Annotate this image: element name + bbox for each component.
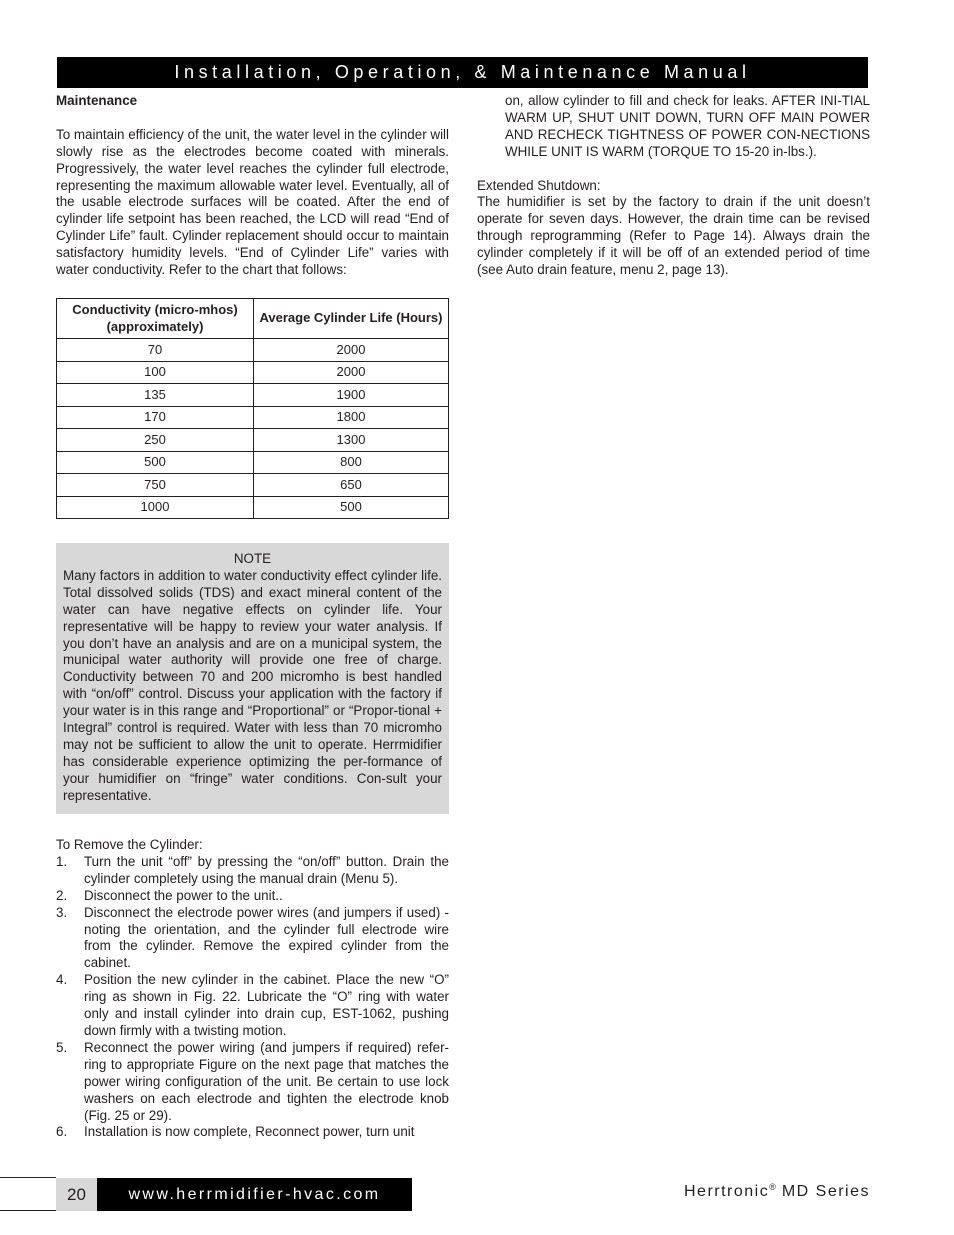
list-item [56,854,449,888]
manual-title-bar: Installation, Operation, & Maintenance Manual [57,57,868,88]
list-item [56,888,449,905]
table-cell: 750 [57,474,254,497]
step-text: Position the new cylinder in the cabinet. Place the new “O” ring as shown in Fig. 22. Lubricate the “O” ring with water only and install cylinder into drain cup, EST-1062, pushing down firmly with a twisting motion. [84,972,449,1038]
step-number: 3. [56,904,68,920]
step-6-continuation: on, allow cylinder to fill and check for leaks. AFTER INI-TIAL WARM UP, SHUT UNIT DOWN, TURN OFF MAIN POWER AND RECHECK TIGHTNESS OF POWER CON-NECTIONS WHILE UNIT IS WARM (TORQUE TO 15-20 in-lbs.). [505,93,870,159]
table-cell: 250 [57,429,254,452]
note-body: Many factors in addition to water conductivity effect cylinder life. Total dissolved solids (TDS) and exact mineral content of the water can have negative effects on cylinder life. Your representative will be happy to review your water analysis. If you don’t have an analysis and are on a municipal system, the municipal water authority will provide one free of charge. Conductivity between 70 and 200 micromho is best handled with “on/off” control. Discuss your application with the factory if your water is in this range and “Proportional” or “Propor-tional + Integral” control is required. Water with less than 70 micromho may not be sufficient to allow the unit to operate. Herrmidifier has considerable experience optimizing the per-formance of your humidifier on “fringe” water conditions. Con-sult your representative. [63,567,442,803]
table-cell: 500 [57,451,254,474]
table-cell: 1000 [57,496,254,519]
list-item [56,1124,449,1141]
conductivity-table [56,298,449,519]
table-cell: 2000 [254,339,449,362]
right-column [477,93,870,279]
step-number: 5. [56,1039,68,1055]
table-row [57,496,449,519]
footer-product-series [684,1184,870,1201]
footer-rule-bottom [0,1210,56,1211]
table-row [57,429,449,452]
step-number: 2. [56,887,68,903]
table-row [57,474,449,497]
table-row [57,406,449,429]
series-name: MD Series [775,1183,870,1200]
list-item [56,972,449,1040]
list-item [56,1040,449,1125]
table-row [57,361,449,384]
column-header-cylinder-life: Average Cylinder Life (Hours) [254,299,449,339]
table-row [57,384,449,407]
table-cell: 135 [57,384,254,407]
table-cell: 100 [57,361,254,384]
footer-website: www.herrmidifier-hvac.com [97,1178,412,1211]
table-cell: 1300 [254,429,449,452]
table-cell: 650 [254,474,449,497]
left-column [56,93,449,279]
step-text: Installation is now complete, Reconnect power, turn unit [84,1124,415,1140]
table-cell: 170 [57,406,254,429]
registered-mark: ® [769,1182,776,1192]
step-text: Disconnect the power to the unit.. [84,887,283,903]
remove-cylinder-heading: To Remove the Cylinder: [56,837,203,852]
list-item [56,905,449,973]
step-text: Disconnect the electrode power wires (and jumpers if used) - noting the orientation, and the cylinder full electrode wire from the cylinder. Remove the expired cylinder from the cabinet. [84,904,449,971]
step-number: 1. [56,853,68,869]
maintenance-heading: Maintenance [56,93,138,108]
note-title: NOTE [233,551,272,566]
table-row [57,339,449,362]
table-row [57,451,449,474]
table-cell: 1800 [254,406,449,429]
note-box [56,543,449,814]
table-header-row [57,299,449,339]
extended-shutdown-body: The humidifier is set by the factory to drain if the unit doesn’t operate for seven days. However, the drain time can be revised through reprogramming (Refer to Page 14). Always drain the cylinder completely if it will be off of an extended period of time (see Auto drain feature, menu 2, page 13). [477,194,870,278]
table-cell: 1900 [254,384,449,407]
extended-shutdown-heading: Extended Shutdown: [477,177,601,193]
step-number: 4. [56,972,68,988]
table-cell: 70 [57,339,254,362]
table-cell: 500 [254,496,449,519]
table-cell: 2000 [254,361,449,384]
step-number: 6. [56,1124,68,1140]
table-cell: 800 [254,451,449,474]
remove-cylinder-steps [56,854,449,1141]
remove-cylinder-section [56,837,449,1141]
step-text: Reconnect the power wiring (and jumpers if required) refer-ring to appropriate Figure on the next page that matches the power wiring configuration of the unit. Be certain to use lock washers on each electrode and tighten the electrode knob (Fig. 25 or 29). [84,1039,449,1123]
footer-rule-top [0,1177,56,1178]
page-number: 20 [56,1178,97,1211]
column-header-conductivity: Conductivity (micro-mhos) (approximately) [57,299,254,339]
maintenance-intro: To maintain efficiency of the unit, the water level in the cylinder will slowly rise as the electrodes become coated with minerals. Progressively, the water level reaches the cylinder full electrode, representing the maximum allowable water level. Eventually, all of the usable electrode surfaces will be coated. After the end of cylinder life setpoint has been reached, the LCD will read “End of Cylinder Life” fault. Cylinder replacement should occur to maintain satisfactory humidity levels. “End of Cylinder Life” varies with water conductivity. Refer to the chart that follows: [56,126,449,278]
brand-name: Herrtronic [684,1183,770,1200]
step-text: Turn the unit “off” by pressing the “on/off” button. Drain the cylinder completely using the manual drain (Menu 5). [84,853,449,886]
